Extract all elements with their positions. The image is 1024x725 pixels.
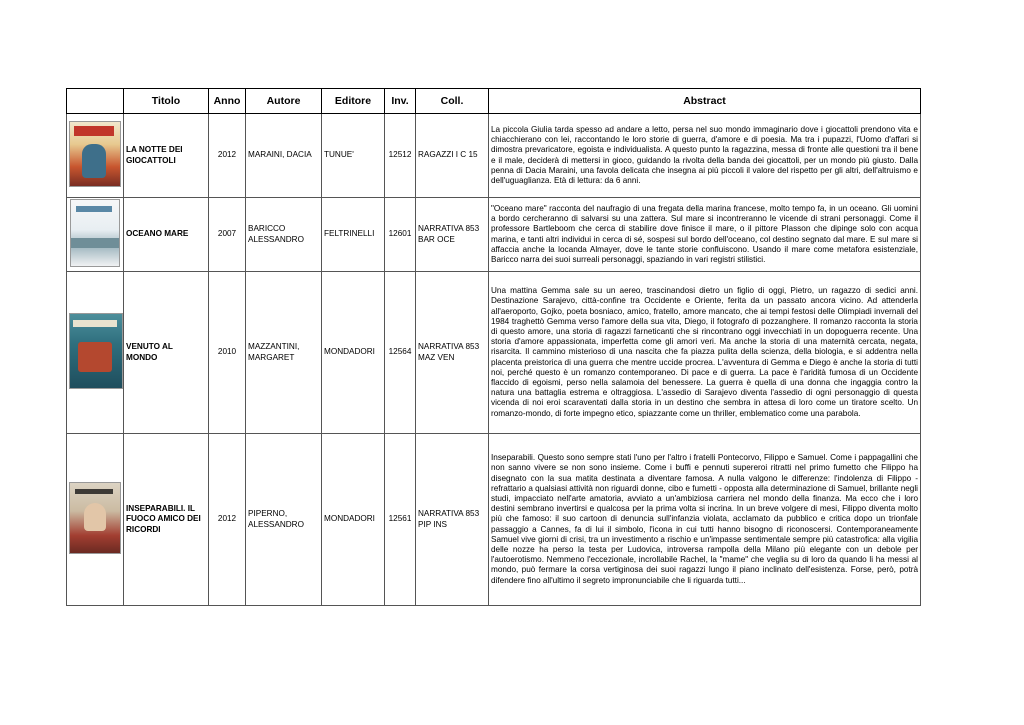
year-cell: 2010 bbox=[209, 272, 246, 434]
publisher-cell: MONDADORI bbox=[322, 434, 385, 606]
coll-cell: NARRATIVA 853 MAZ VEN bbox=[416, 272, 489, 434]
inv-cell: 12601 bbox=[385, 198, 416, 272]
year-cell: 2007 bbox=[209, 198, 246, 272]
inv-cell: 12564 bbox=[385, 272, 416, 434]
header-abstract: Abstract bbox=[489, 89, 921, 114]
coll-cell: NARRATIVA 853 PIP INS bbox=[416, 434, 489, 606]
publisher-cell: TUNUE' bbox=[322, 114, 385, 198]
header-title: Titolo bbox=[124, 89, 209, 114]
header-year: Anno bbox=[209, 89, 246, 114]
table-row bbox=[67, 434, 921, 606]
title-cell: OCEANO MARE bbox=[124, 198, 209, 272]
header-author: Autore bbox=[246, 89, 322, 114]
inv-cell: 12512 bbox=[385, 114, 416, 198]
header-publisher: Editore bbox=[322, 89, 385, 114]
year-cell: 2012 bbox=[209, 434, 246, 606]
abstract-cell: Una mattina Gemma sale su un aereo, trascinandosi dietro un figlio di oggi, Pietro, un ragazzo di sedici anni. Destinazione Sarajevo, città-confine tra Occidente e Oriente, ferita da un passato ancora vicino. Ad attenderla all'aeroporto, Gojko, poeta bosniaco, amico, fratello, amore mancato, che ai tempi festosi delle Olimpiadi invernali del 1984 traghettò Gemma verso l'amore della sua vita, Diego, il fotografo di pozzanghere. Il romanzo racconta la storia di questo amore, una storia di ragazzi farneticanti che si rincontrano oggi invecchiati in un dopoguerra recente. Una storia d'amore appassionata, imperfetta come gli amori veri. Ma anche la storia di una maternità cercata, negata, risarcita. Il cammino misterioso di una nascita che fa piazza pulita della scienza, della biologia, e si addentra nella placenta preistorica di una guerra che mentre uccide procrea. L'avventura di Gemma e Diego è anche la storia di tutti noi, perché questo è un romanzo contemporaneo. Di pace e di guerra. La pace è l'aridità fumosa di un Occidente flaccido di egoismi, perso nella salamoia del benessere. La guerra è quella di una donna che ingaggia contro la natura una battaglia estrema e oltraggiosa. L'assedio di Sarajevo diventa l'assedio di ogni personaggio di questa vicenda di noi eroi scaraventati dalla storia in un destino che sembra in attesa di loro come un tiratore scelto. Un romanzo-mondo, di forte impegno etico, spiazzante come un thriller, emblematico come una parabola. bbox=[489, 272, 921, 434]
table-row bbox=[67, 198, 921, 272]
table-row bbox=[67, 114, 921, 198]
author-cell: MARAINI, DACIA bbox=[246, 114, 322, 198]
cover-cell bbox=[67, 434, 124, 606]
author-cell: MAZZANTINI, MARGARET bbox=[246, 272, 322, 434]
publisher-cell: MONDADORI bbox=[322, 272, 385, 434]
table-row bbox=[67, 272, 921, 434]
book-cover-image bbox=[69, 482, 121, 554]
header-inv: Inv. bbox=[385, 89, 416, 114]
abstract-cell: La piccola Giulia tarda spesso ad andare a letto, persa nel suo mondo immaginario dove i giocattoli prendono vita e chiacchierano con lei, raccontando le loro storie di guerra, d'amore e di poesia. Ma tra i pupazzi, l'Uomo d'affari si dimostra prevaricatore, egoista e individualista. A questo punto la ragazzina, messa di fronte alle questioni tra il bene e il male, deciderà di mettersi in gioco, guidando la rivolta della banda dei giocattoli, per un mondo più giusto. Dalla penna di Dacia Maraini, una favola delicata che insegna ai più piccoli il valore del rispetto per gli altri, dell'altruismo e dell'uguaglianza. Età di lettura: da 6 anni. bbox=[489, 114, 921, 198]
header-coll: Coll. bbox=[416, 89, 489, 114]
book-cover-image bbox=[69, 121, 121, 187]
cover-cell bbox=[67, 114, 124, 198]
title-cell: INSEPARABILI. IL FUOCO AMICO DEI RICORDI bbox=[124, 434, 209, 606]
cover-cell bbox=[67, 272, 124, 434]
author-cell: BARICCO ALESSANDRO bbox=[246, 198, 322, 272]
header-row bbox=[67, 89, 921, 114]
title-cell: VENUTO AL MONDO bbox=[124, 272, 209, 434]
publisher-cell: FELTRINELLI bbox=[322, 198, 385, 272]
coll-cell: NARRATIVA 853 BAR OCE bbox=[416, 198, 489, 272]
title-cell: LA NOTTE DEI GIOCATTOLI bbox=[124, 114, 209, 198]
book-catalog-table bbox=[66, 88, 921, 606]
author-cell: PIPERNO, ALESSANDRO bbox=[246, 434, 322, 606]
coll-cell: RAGAZZI I C 15 bbox=[416, 114, 489, 198]
abstract-cell: Inseparabili. Questo sono sempre stati l'uno per l'altro i fratelli Pontecorvo, Filippo e Samuel. Come i pappagallini che non sanno vivere se non sono insieme. Come i buffi e pennuti supereroi ritratti nel primo fumetto che Filippo ha disegnato con la sua matita destinata a diventare famosa. A nulla valgono le differenze: l'indolenza di Filippo - refrattario a qualsiasi attività non riguardi donne, cibo e fumetti - opposta alla determinazione di Samuel, brillante negli studi, impacciato nell'arte amatoria, avviato a un'ambiziosa carriera nel mondo della finanza. Ma ecco che i loro destini sembrano invertirsi e qualcosa per la prima volta si incrina. In un breve volgere di mesi, Filippo diventa molto più che famoso: il suo cartoon di denuncia sull'infanzia violata, acclamato da pubblico e critica dopo un trionfale passaggio a Cannes, fa di lui il simbolo, l'icona in cui tutti hanno bisogno di riconoscersi. Contemporaneamente Samuel vive giorni di crisi, tra un investimento a rischio e un'impasse sentimentale sempre più catastrofica: alla vigilia delle nozze ha perso la testa per Ludovica, introversa rampolla della Milano più elegante con un debole per l'autoerotismo. Nemmeno l'eccezionale, incrollabile Rachel, la "mame" che veglia su di loro da quando li ha messi al mondo, può fermare la corsa vertiginosa dei suoi ragazzi lungo il piano inclinato dell'esistenza. Forse, però, potrà difendere fino all'ultimo il segreto impronunciabile che li riguarda tutti... bbox=[489, 434, 921, 606]
header-cover bbox=[67, 89, 124, 114]
year-cell: 2012 bbox=[209, 114, 246, 198]
abstract-cell: "Oceano mare" racconta del naufragio di una fregata della marina francese, molto tempo fa, in un oceano. Gli uomini a bordo cercheranno di salvarsi su una zattera. Sul mare si incontreranno le vicende di strani personaggi. Come il professore Bartleboom che cerca di stabilire dove finisce il mare, o il pittore Plasson che dipinge solo con acqua marina, e tanti altri individui in cerca di sé, sospesi sul bordo dell'oceano, col destino segnato dal mare. E sul mare si affaccia anche la locanda Almayer, dove le tante storie confluiscono. Usando il mare come metafora esistenziale, Baricco narra dei suoi surreali personaggi, spaziando in vari registri stilistici. bbox=[489, 198, 921, 272]
book-cover-image bbox=[70, 199, 120, 267]
inv-cell: 12561 bbox=[385, 434, 416, 606]
book-cover-image bbox=[69, 313, 123, 389]
cover-cell bbox=[67, 198, 124, 272]
